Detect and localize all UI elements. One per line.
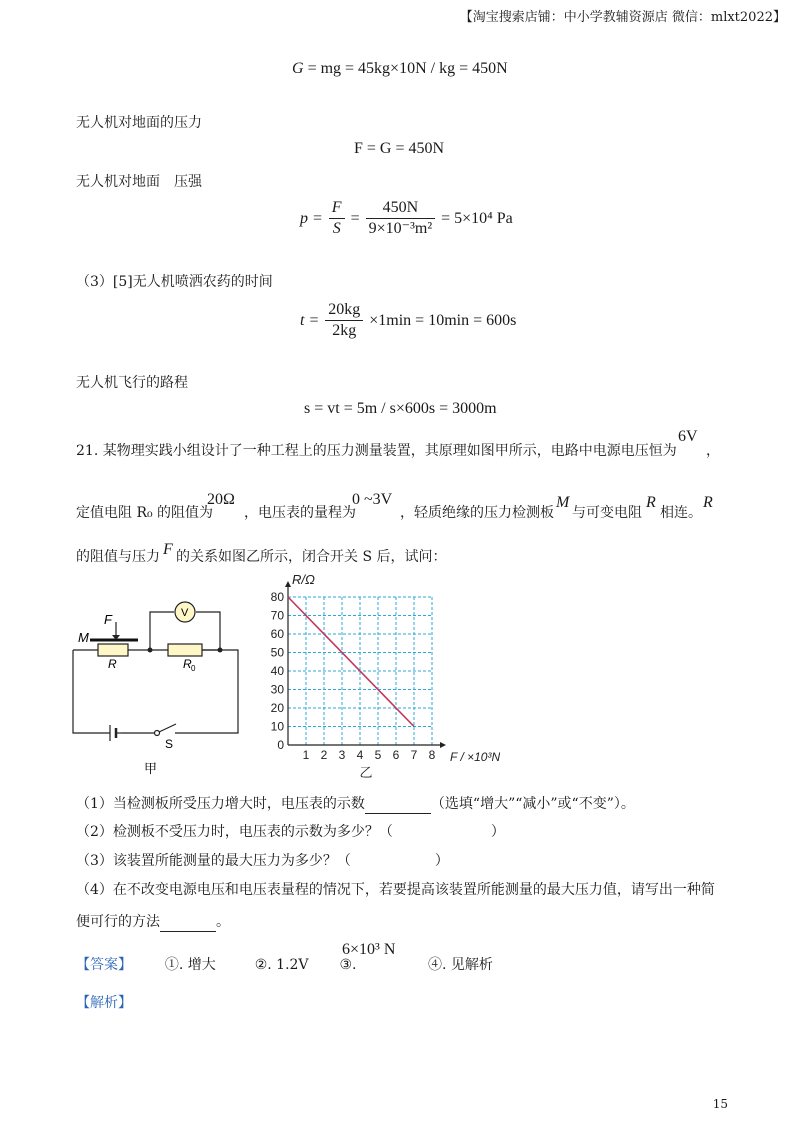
label-R0: R bbox=[183, 657, 192, 671]
label-R0-sub: 0 bbox=[191, 664, 196, 673]
q21-line2c: ，轻质绝缘的压力检测板 bbox=[400, 505, 554, 521]
q21-line3a: 的阻值与压力 bbox=[76, 549, 160, 565]
q21-F: F bbox=[163, 541, 173, 558]
q21-line3b: 的关系如图乙所示，闭合开关 S 后，试问： bbox=[176, 549, 447, 565]
x-tick-label: 6 bbox=[392, 748, 400, 762]
q21-line2b: ，电压表的量程为 bbox=[244, 505, 356, 521]
answer-4: ④. 见解析 bbox=[428, 957, 493, 973]
text-pressure-force: 无人机对地面的压力 bbox=[76, 115, 202, 131]
q21-sub2: （2）检测板不受压力时，电压表的示数为多少？（ ） bbox=[76, 824, 505, 840]
circuit-diagram bbox=[70, 598, 250, 778]
part3-label: （3）[5]无人机喷洒农药的时间 bbox=[76, 274, 273, 290]
equation-time: t = $\frac{20kg}{2kg}$ ×1min = 10min = 600s bbox=[300, 301, 517, 339]
label-F: F bbox=[104, 612, 112, 627]
equation-gravity: G = mg = 45kg×10N / kg = 450N bbox=[292, 60, 508, 77]
resistor-R0 bbox=[168, 644, 202, 656]
header-watermark: 【淘宝搜索店铺：中小学教辅资源店 微信：mlxt2022】 bbox=[459, 10, 786, 25]
q21-range: 0 ~3V bbox=[352, 491, 393, 508]
q21-sub3: （3）该装置所能测量的最大压力为多少？（ ） bbox=[76, 853, 449, 869]
caption-jia: 甲 bbox=[144, 761, 158, 776]
x-tick-label: 1 bbox=[302, 748, 310, 762]
graph-R-F bbox=[262, 568, 522, 783]
label-S: S bbox=[165, 737, 174, 751]
y-tick-label: 40 bbox=[270, 664, 284, 678]
x-tick-label: 3 bbox=[338, 748, 346, 762]
q21-M: M bbox=[556, 494, 570, 511]
y-tick-label: 30 bbox=[270, 682, 284, 697]
q21-sub4a: （4）在不改变电源电压和电压表量程的情况下，若要提高该装置所能测量的最大压力值，请写出一种简 bbox=[76, 882, 715, 898]
label-M: M bbox=[78, 630, 89, 645]
equation-distance: s = vt = 5m / s×600s = 3000m bbox=[304, 400, 497, 417]
y-tick-label: 20 bbox=[270, 701, 284, 715]
x-tick-label: 2 bbox=[320, 748, 328, 762]
q21-voltage: 6V bbox=[678, 428, 698, 445]
q21-line1: 21. 某物理实践小组设计了一种工程上的压力测量装置，其原理如图甲所示，电路中电源电压恒为 bbox=[76, 443, 677, 459]
q21-R2: R bbox=[703, 494, 713, 511]
answer-row: 【答案】 ①. 增大 ②. 1.2V ③. bbox=[76, 957, 357, 973]
answer-label: 【答案】 bbox=[76, 957, 132, 973]
text-path: 无人机飞行的路程 bbox=[76, 375, 188, 391]
y-tick-label: 50 bbox=[270, 645, 284, 660]
q21-r0-value: 20Ω bbox=[207, 491, 235, 508]
q21-line2e: 相连。 bbox=[660, 505, 702, 521]
y-axis-label: R/Ω bbox=[292, 572, 315, 587]
label-V: V bbox=[181, 607, 189, 619]
y-tick-label: 60 bbox=[270, 627, 284, 641]
y-axis-arrow bbox=[285, 581, 291, 587]
q21-line2: 定值电阻 R₀ 的阻值为 bbox=[76, 505, 214, 521]
analysis-label: 【解析】 bbox=[76, 995, 132, 1011]
equation-pressure: p = $\frac{F}{S}$ = $\frac{450N}{\text{9×10⁻³m²}}$ = 5×10⁴ Pa bbox=[300, 199, 513, 237]
series-line-R-F bbox=[288, 597, 414, 727]
page-number: 15 bbox=[712, 1097, 728, 1111]
q21-sub4b: 便可行的方法 。 bbox=[76, 914, 230, 930]
resistor-R bbox=[98, 644, 128, 656]
x-axis-label: F / ×10³N bbox=[450, 750, 501, 764]
x-axis-arrow bbox=[440, 742, 446, 748]
y-tick-label: 70 bbox=[270, 608, 284, 623]
x-tick-label: 5 bbox=[374, 748, 382, 762]
label-R: R bbox=[108, 657, 117, 671]
y-tick-label: 10 bbox=[270, 719, 284, 734]
text-pressure: 无人机对地面 压强 bbox=[76, 174, 202, 190]
q21-R: R bbox=[646, 494, 656, 511]
y-tick-label: 80 bbox=[270, 590, 284, 604]
x-tick-label: 4 bbox=[356, 748, 364, 762]
answer-3-value: 6×10³ N bbox=[342, 941, 396, 958]
x-tick-label: 7 bbox=[410, 748, 418, 762]
q21-line2d: 与可变电阻 bbox=[572, 505, 642, 521]
y-tick-label: 0 bbox=[277, 738, 284, 752]
switch-S bbox=[159, 724, 176, 732]
caption-yi: 乙 bbox=[359, 765, 373, 780]
equation-force: F = G = 450N bbox=[354, 140, 445, 157]
q21-comma: ， bbox=[706, 443, 720, 459]
x-tick-label: 8 bbox=[428, 748, 436, 762]
q21-sub1: （1）当检测板所受压力增大时，电压表的示数 （选填“增大”“减小”或“不变”）。 bbox=[76, 796, 635, 812]
